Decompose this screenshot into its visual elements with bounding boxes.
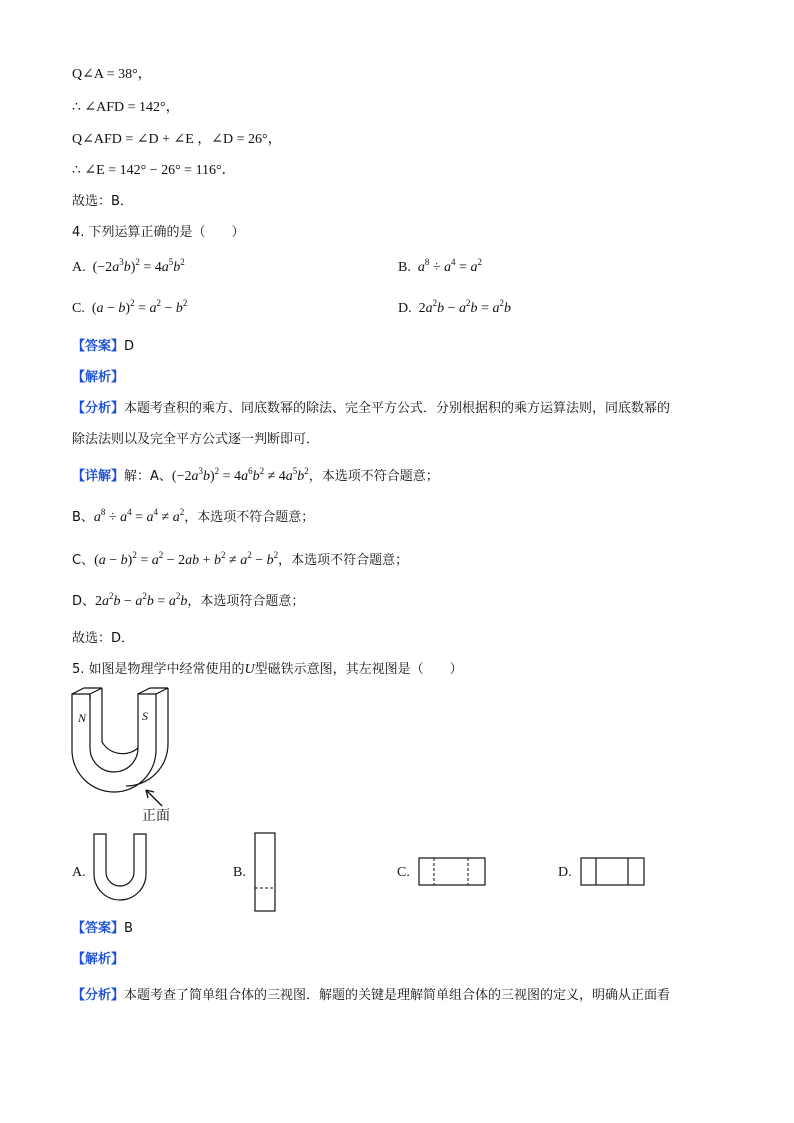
question-4-stem: 4. 下列运算正确的是（ ） [72, 225, 245, 240]
q4-option-d: D. $2a^2b - a^2b = a^2b$ [398, 298, 511, 316]
q4-option-c: C. $(a - b)^2 = a^2 - b^2$ [72, 298, 188, 316]
q5-answer: 【答案】B [72, 921, 133, 936]
answer-tag: 【答案】 [72, 339, 125, 354]
step-line-5: 故选：B． [72, 194, 133, 209]
q4-detail-c: C、$(a - b)^2 = a^2 - 2ab + b^2 \ne a^2 - b^2$，本选项不符合题意； [72, 550, 409, 568]
q5-option-d-label: D. [558, 865, 572, 880]
step-line-2: ∴ ∠AFD = 142°， [72, 100, 180, 115]
q5-option-b-label: B. [233, 865, 246, 880]
q4-detail-a: 【详解】解：A、$(-2a^3b)^2 = 4a^6b^2 \ne 4a^5b^2$，本选项不符合题意； [72, 466, 439, 484]
q4-detail-d: D、$2a^2b - a^2b = a^2b$，本选项符合题意； [72, 591, 305, 609]
q4-fenxi-1: 【分析】本题考查积的乘方、同底数幂的除法、完全平方公式．分别根据积的乘方运算法则，同底数幂的 [72, 401, 671, 416]
q5-option-a-label: A. [72, 865, 86, 880]
question-5-stem: 5. 如图是物理学中经常使用的U型磁铁示意图，其左视图是（ ） [72, 662, 463, 677]
step-line-3: Q∠AFD = ∠D + ∠E ，∠D = 26°， [72, 132, 282, 147]
north-pole-label: N [78, 711, 87, 725]
q4-answer: 【答案】D [72, 339, 135, 354]
q4-detail-b: B、$a^8 \div a^4 = a^4 \ne a^2$，本选项不符合题意； [72, 507, 315, 525]
q4-option-a: A. $(-2a^3b)^2 = 4a^5b^2$ [72, 257, 185, 275]
q4-conclusion: 故选：D． [72, 631, 135, 646]
q5-option-a-figure [92, 832, 152, 912]
q5-option-b-figure [254, 832, 278, 912]
step-line-1: Q∠A = 38°， [72, 67, 152, 82]
step-line-4: ∴ ∠E = 142° − 26° = 116°． [72, 163, 236, 178]
q5-fenxi: 【分析】本题考查了简单组合体的三视图．解题的关键是理解简单组合体的三视图的定义，明确从正面看 [72, 988, 671, 1003]
q5-analysis-tag: 【解析】 [72, 952, 125, 967]
q5-option-c-figure [418, 857, 488, 887]
q4-fenxi-2: 除法法则以及完全平方公式逐一判断即可． [72, 432, 320, 447]
front-label: 正面 [142, 808, 170, 824]
q4-analysis-tag: 【解析】 [72, 370, 125, 385]
u-magnet-figure [66, 686, 186, 826]
q5-option-c-label: C. [397, 865, 410, 880]
south-pole-label: S [142, 709, 148, 723]
q4-option-b: B. $a^8 \div a^4 = a^2$ [398, 257, 482, 275]
q5-option-d-figure [580, 857, 648, 887]
